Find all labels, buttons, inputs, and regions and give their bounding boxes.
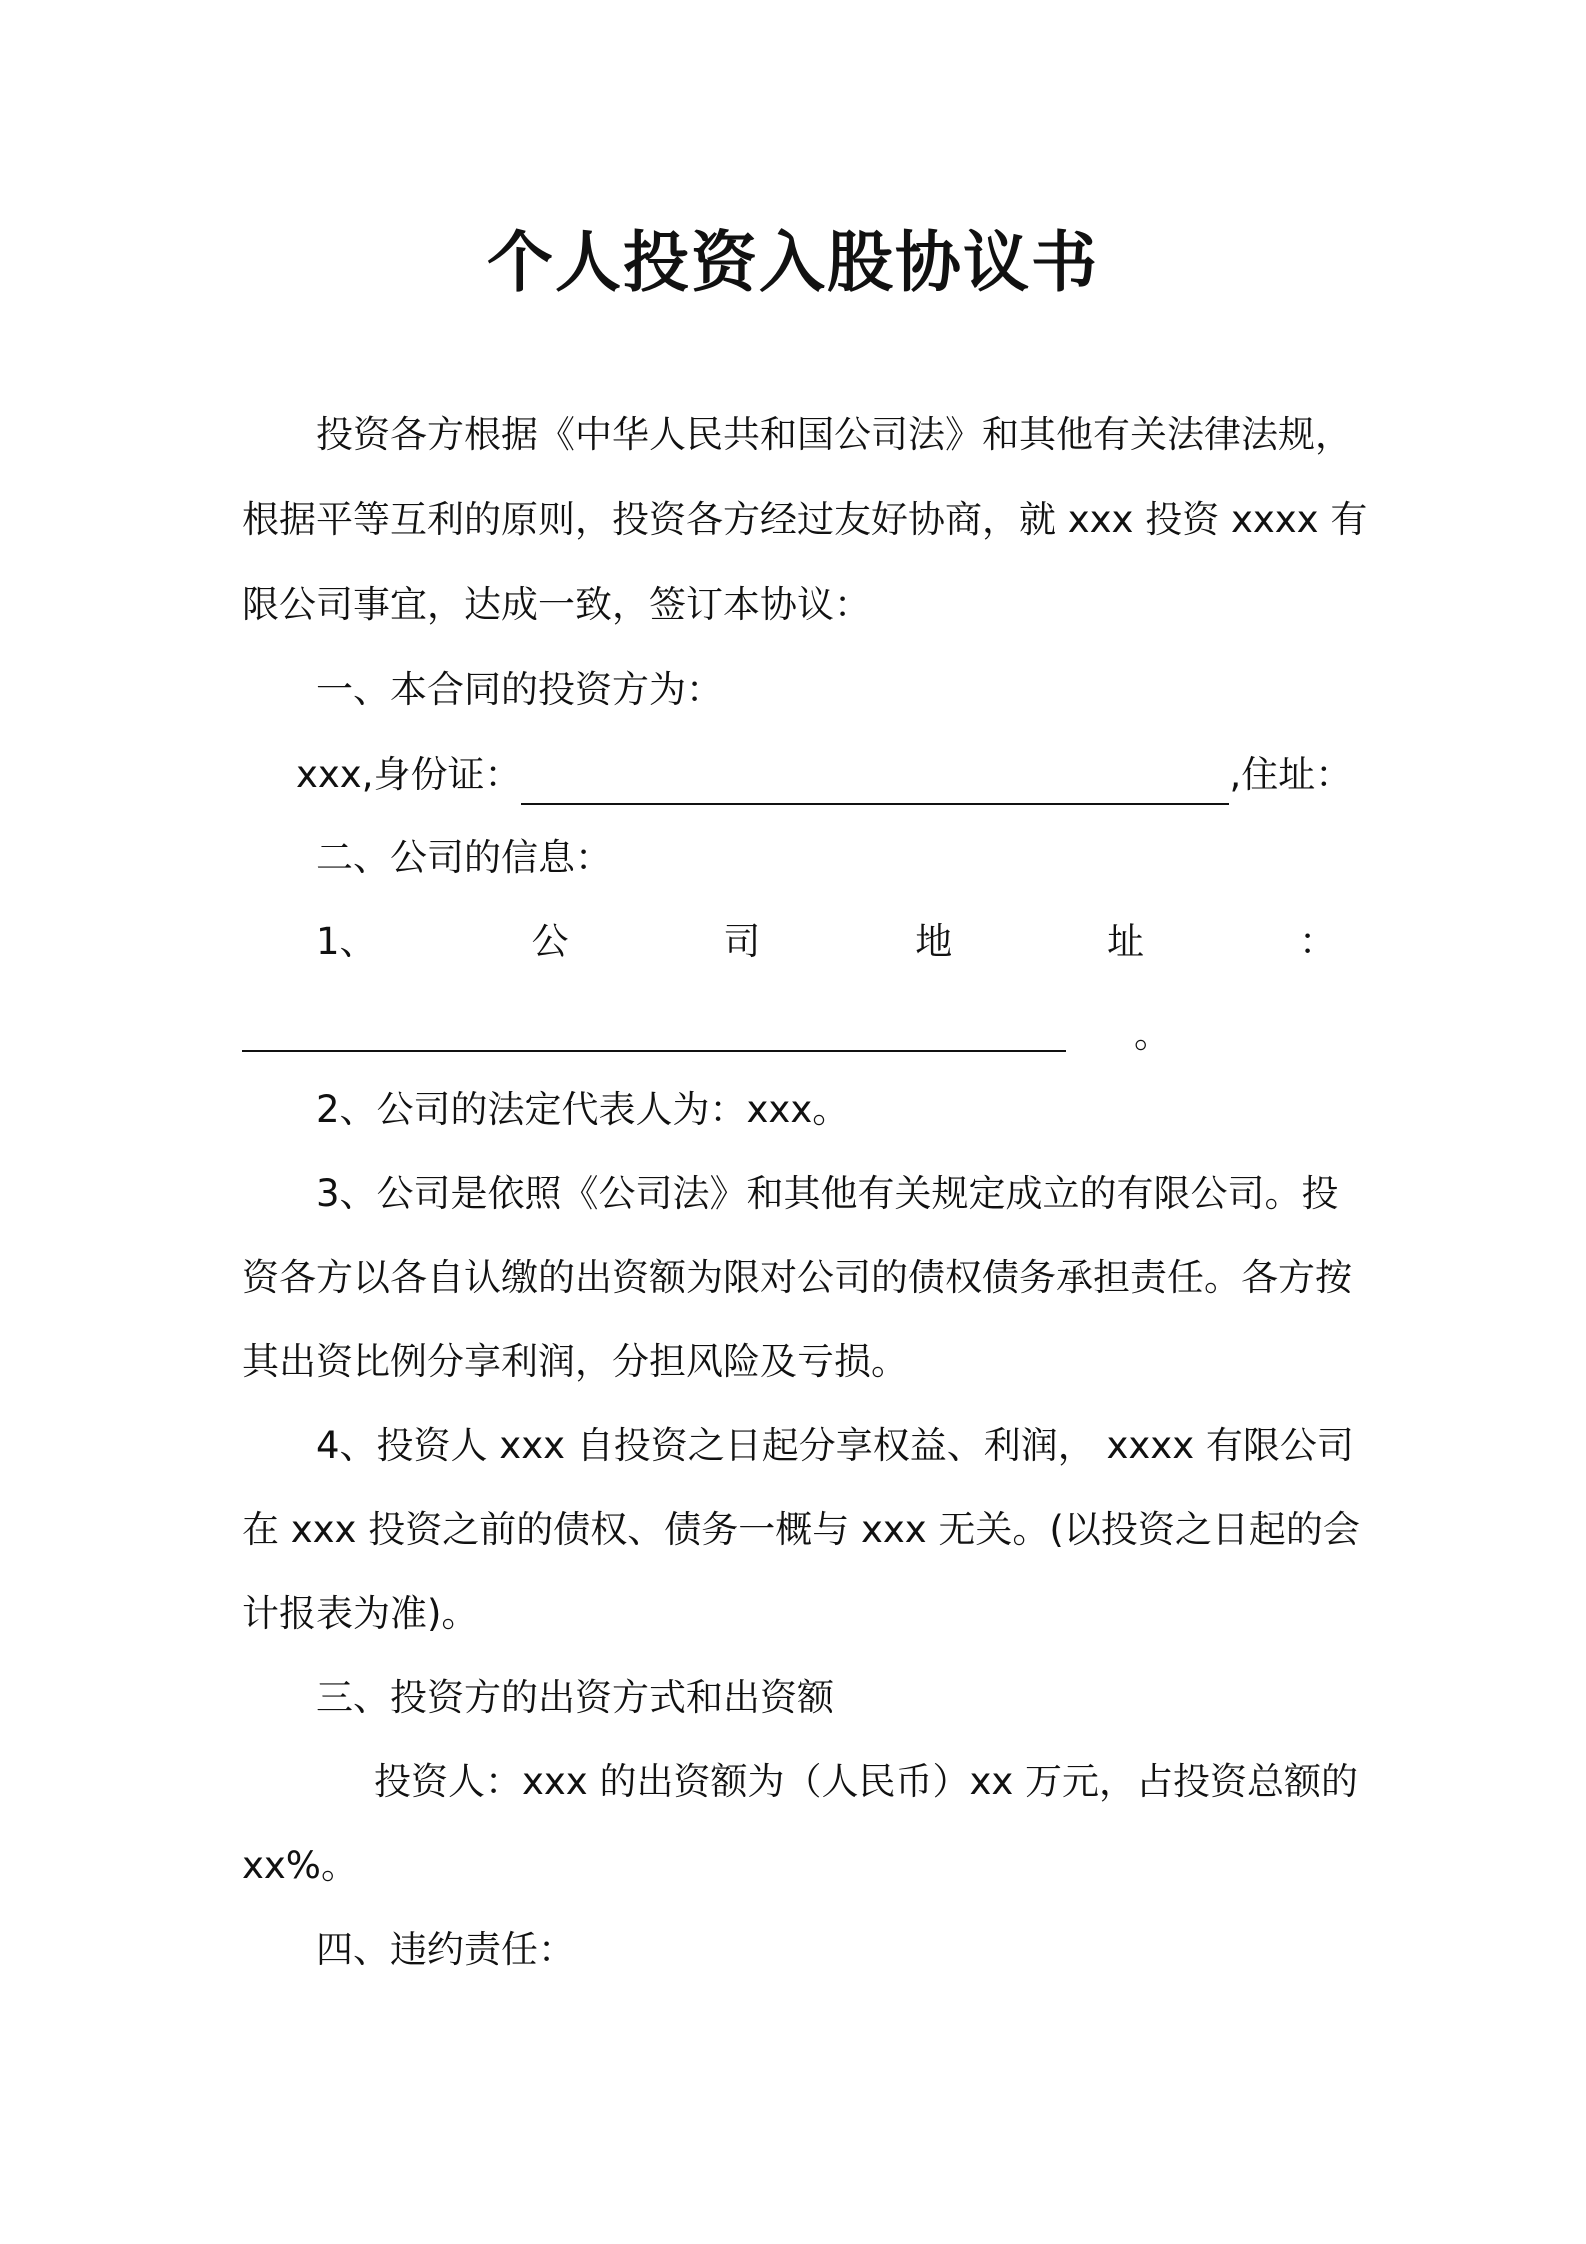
item-2-legal-rep: 2、公司的法定代表人为：xxx。 bbox=[316, 1088, 850, 1131]
investment-amount-line-2: xx%。 bbox=[242, 1844, 358, 1887]
company-address-line bbox=[316, 912, 1336, 972]
investor-id-line bbox=[296, 745, 1352, 805]
item-4-line-2: 在 xxx 投资之前的债权、债务一概与 xxx 无关。(以投资之日起的会 bbox=[242, 1508, 1360, 1551]
item-1-char-gong: 公 bbox=[531, 920, 569, 963]
section-4-heading: 四、违约责任： bbox=[316, 1928, 575, 1971]
address-label: ,住址： bbox=[1229, 753, 1353, 796]
item-3-line-2: 资各方以各自认缴的出资额为限对公司的债权债务承担责任。各方按 bbox=[242, 1256, 1352, 1299]
item-1-char-zhi: 址 bbox=[1107, 920, 1145, 963]
item-3-line-3: 其出资比例分享利润，分担风险及亏损。 bbox=[242, 1340, 908, 1383]
section-2-heading: 二、公司的信息： bbox=[316, 836, 612, 879]
company-address-end: 。 bbox=[1134, 1013, 1171, 1056]
investor-id-label: xxx,身份证： bbox=[296, 753, 522, 796]
section-1-heading: 一、本合同的投资方为： bbox=[316, 668, 723, 711]
intro-line-2: 根据平等互利的原则，投资各方经过友好协商，就 xxx 投资 xxxx 有 bbox=[242, 498, 1368, 541]
intro-line-1: 投资各方根据《中华人民共和国公司法》和其他有关法律法规， bbox=[316, 413, 1352, 456]
document-title: 个人投资入股协议书 bbox=[487, 224, 1099, 301]
section-3-heading: 三、投资方的出资方式和出资额 bbox=[316, 1676, 834, 1719]
item-1-number: 1、 bbox=[316, 920, 377, 963]
item-4-line-3: 计报表为准)。 bbox=[242, 1592, 479, 1635]
item-1-char-si: 司 bbox=[723, 920, 761, 963]
investment-amount-line-1: 投资人：xxx 的出资额为（人民币）xx 万元，占投资总额的 bbox=[374, 1760, 1359, 1803]
intro-line-3: 限公司事宜，达成一致，签订本协议： bbox=[242, 583, 871, 626]
item-1-colon: ： bbox=[1299, 920, 1336, 963]
id-number-blank bbox=[521, 751, 1229, 805]
item-4-line-1: 4、投资人 xxx 自投资之日起分享权益、利润， xxxx 有限公司 bbox=[316, 1424, 1354, 1467]
company-address-blank bbox=[242, 1050, 1066, 1052]
item-3-line-1: 3、公司是依照《公司法》和其他有关规定成立的有限公司。投 bbox=[316, 1172, 1339, 1215]
item-1-char-di: 地 bbox=[915, 920, 953, 963]
